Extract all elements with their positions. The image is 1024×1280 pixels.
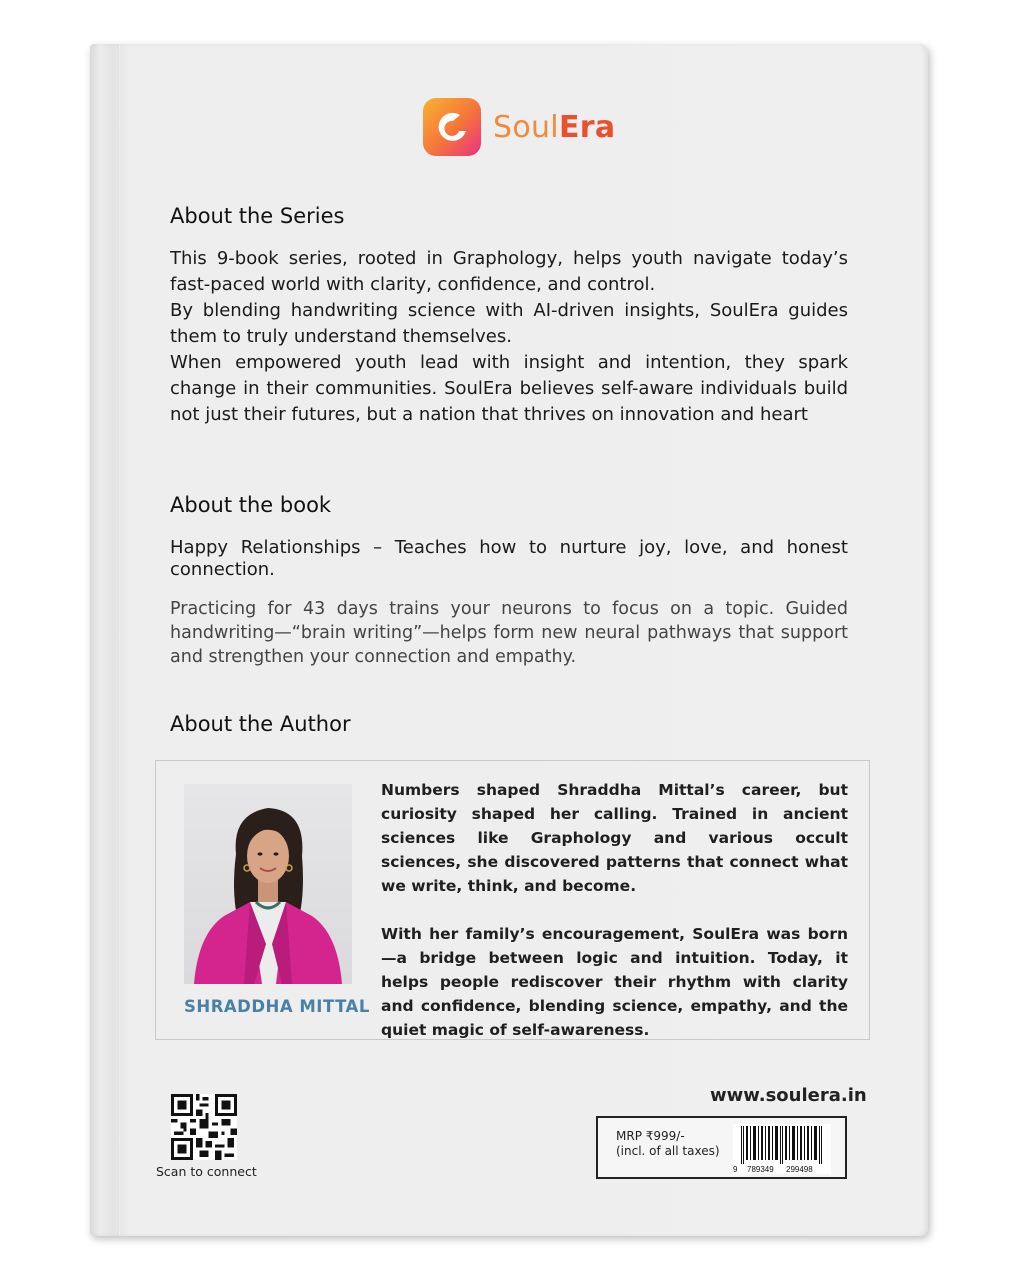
series-paragraph: This 9-book series, rooted in Graphology, helps youth navigate today’s fast-paced world with clarity, confidence, and control. <box>170 248 848 295</box>
author-bio-paragraph: Numbers shaped Shraddha Mittal’s career, but curiosity shaped her calling. Trained in ancient sciences like Graphology and various occult sciences, she discovered patterns that connect what we write, think, and become. <box>381 781 848 895</box>
website-link[interactable]: www.soulera.in <box>710 1085 867 1106</box>
book-body-text: Practicing for 43 days trains your neurons to focus on a topic. Guided handwriting—“brain writing”—helps form new neural pathways that support and strengthen your connection and empathy. <box>170 599 848 667</box>
book-heading: About the book <box>170 493 332 517</box>
series-heading: About the Series <box>170 204 345 228</box>
soulera-wordmark <box>493 110 615 145</box>
isbn-left: 789349 <box>747 1165 774 1174</box>
spine-hinge <box>118 44 120 1236</box>
book-lead-text: Happy Relationships – Teaches how to nurture joy, love, and honest connection. <box>170 537 848 580</box>
isbn-right: 299498 <box>786 1165 813 1174</box>
isbn-prefix: 9 <box>733 1165 738 1174</box>
scan-label: Scan to connect <box>156 1164 257 1179</box>
author-heading: About the Author <box>170 712 351 736</box>
tax-note: (incl. of all taxes) <box>616 1144 720 1158</box>
series-paragraph: By blending handwriting science with AI-driven insights, SoulEra guides them to truly understand themselves. <box>170 300 848 347</box>
author-bio-paragraph: With her family’s encouragement, SoulEra was born—a bridge between logic and intuition. Today, it helps people rediscover their rhythm with clarity and confidence, blending science, empathy, and the quiet magic of self-awareness. <box>381 925 848 1039</box>
series-text <box>170 246 848 428</box>
mrp-label: MRP ₹999/- <box>616 1129 685 1143</box>
qr-code-icon[interactable] <box>171 1094 237 1160</box>
soulera-logo <box>423 98 615 156</box>
author-name: SHRADDHA MITTAL <box>184 997 370 1016</box>
series-paragraph: When empowered youth lead with insight and intention, they spark change in their communities. SoulEra believes self-aware individuals build not just their futures, but a nation that thrives on innovation and heart <box>170 352 848 425</box>
author-photo <box>184 784 352 984</box>
price-text <box>616 1129 720 1159</box>
barcode-icon <box>733 1124 831 1174</box>
soulera-logo-icon <box>423 98 481 156</box>
wordmark-era: Era <box>558 109 616 145</box>
wordmark-soul: Soul <box>493 109 559 145</box>
author-bio <box>381 778 848 1066</box>
